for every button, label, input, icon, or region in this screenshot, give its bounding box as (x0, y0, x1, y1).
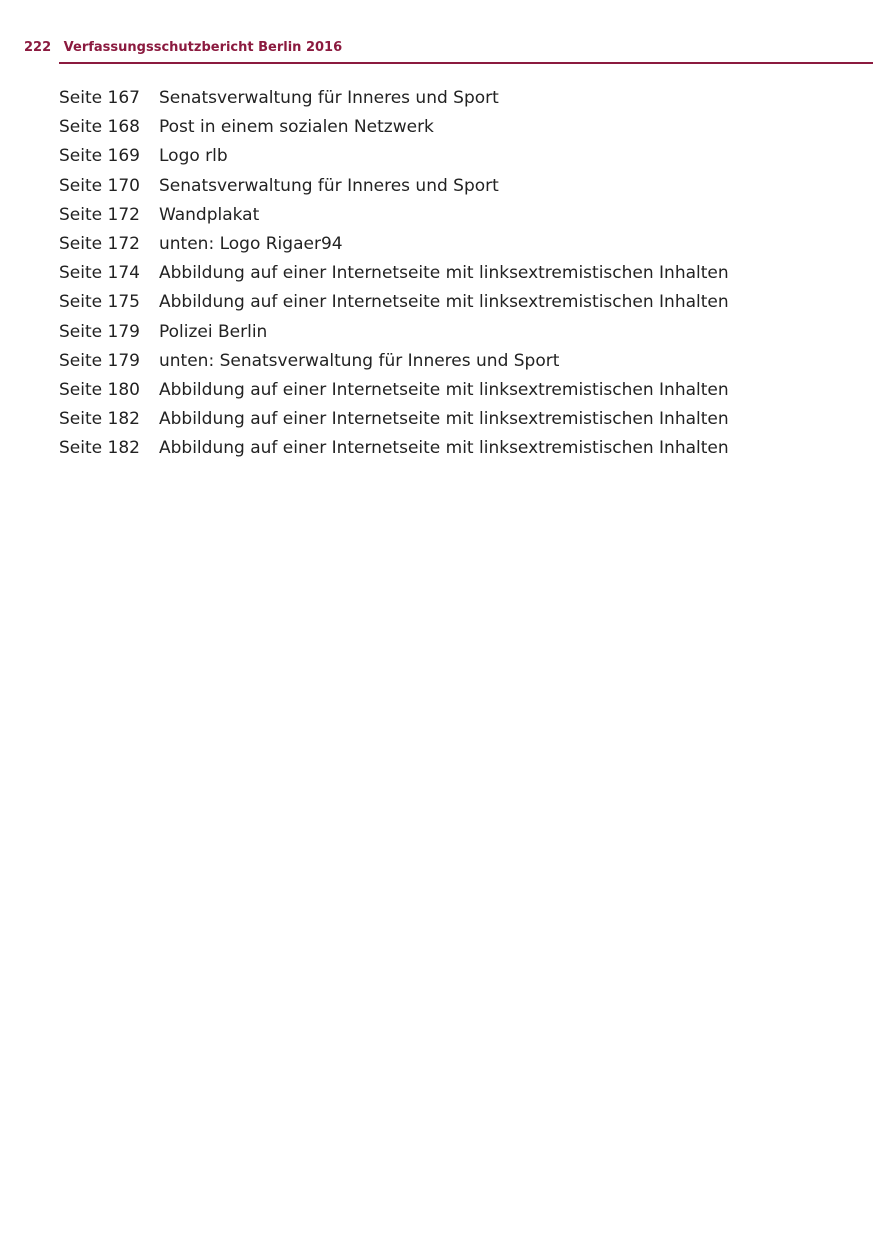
credit-source: Senatsverwaltung für Inneres und Sport (159, 88, 499, 108)
credit-row (59, 290, 729, 319)
credit-source: Post in einem sozialen Netzwerk (159, 117, 434, 138)
credit-row (59, 378, 729, 407)
credit-page-ref: Seite 182 (59, 438, 140, 459)
credit-row (59, 174, 729, 203)
credit-row (59, 320, 729, 349)
credit-row (59, 232, 729, 261)
credit-source: unten: Senatsverwaltung für Inneres und Sport (159, 350, 560, 371)
credit-page-ref: Seite 182 (59, 409, 140, 430)
credit-source: Senatsverwaltung für Inneres und Sport (159, 175, 499, 196)
running-header (24, 40, 342, 55)
credit-row (59, 407, 729, 436)
credit-source: Logo rlb (159, 146, 228, 167)
page-number: 222 (24, 40, 52, 55)
credit-source: Wandplakat (159, 204, 260, 225)
credit-row (59, 115, 729, 144)
credit-source: Abbildung auf einer Internetseite mit linksextremistischen Inhalten (159, 438, 729, 459)
credit-page-ref: Seite 179 (59, 321, 140, 342)
credit-page-ref: Seite 172 (59, 233, 140, 254)
credit-source: Abbildung auf einer Internetseite mit linksextremistischen Inhalten (159, 292, 729, 313)
credit-page-ref: Seite 167 (59, 88, 140, 108)
credit-row (59, 86, 729, 115)
credit-page-ref: Seite 169 (59, 146, 140, 167)
credit-page-ref: Seite 180 (59, 379, 140, 400)
credit-page-ref: Seite 174 (59, 263, 140, 284)
credit-row (59, 436, 729, 465)
credit-row (59, 144, 729, 173)
credit-source: Abbildung auf einer Internetseite mit linksextremistischen Inhalten (159, 263, 729, 284)
credit-row (59, 349, 729, 378)
document-title: Verfassungsschutzbericht Berlin 2016 (63, 40, 343, 55)
credit-page-ref: Seite 172 (59, 204, 140, 225)
credit-page-ref: Seite 170 (59, 175, 140, 196)
credit-row (59, 203, 729, 232)
credit-page-ref: Seite 168 (59, 117, 140, 138)
image-credits-list (59, 86, 729, 465)
credit-source: unten: Logo Rigaer94 (159, 233, 343, 254)
header-divider (59, 62, 873, 64)
credit-row (59, 261, 729, 290)
credit-page-ref: Seite 175 (59, 292, 140, 313)
credit-source: Polizei Berlin (159, 321, 268, 342)
credit-source: Abbildung auf einer Internetseite mit linksextremistischen Inhalten (159, 379, 729, 400)
credit-page-ref: Seite 179 (59, 350, 140, 371)
credit-source: Abbildung auf einer Internetseite mit linksextremistischen Inhalten (159, 409, 729, 430)
